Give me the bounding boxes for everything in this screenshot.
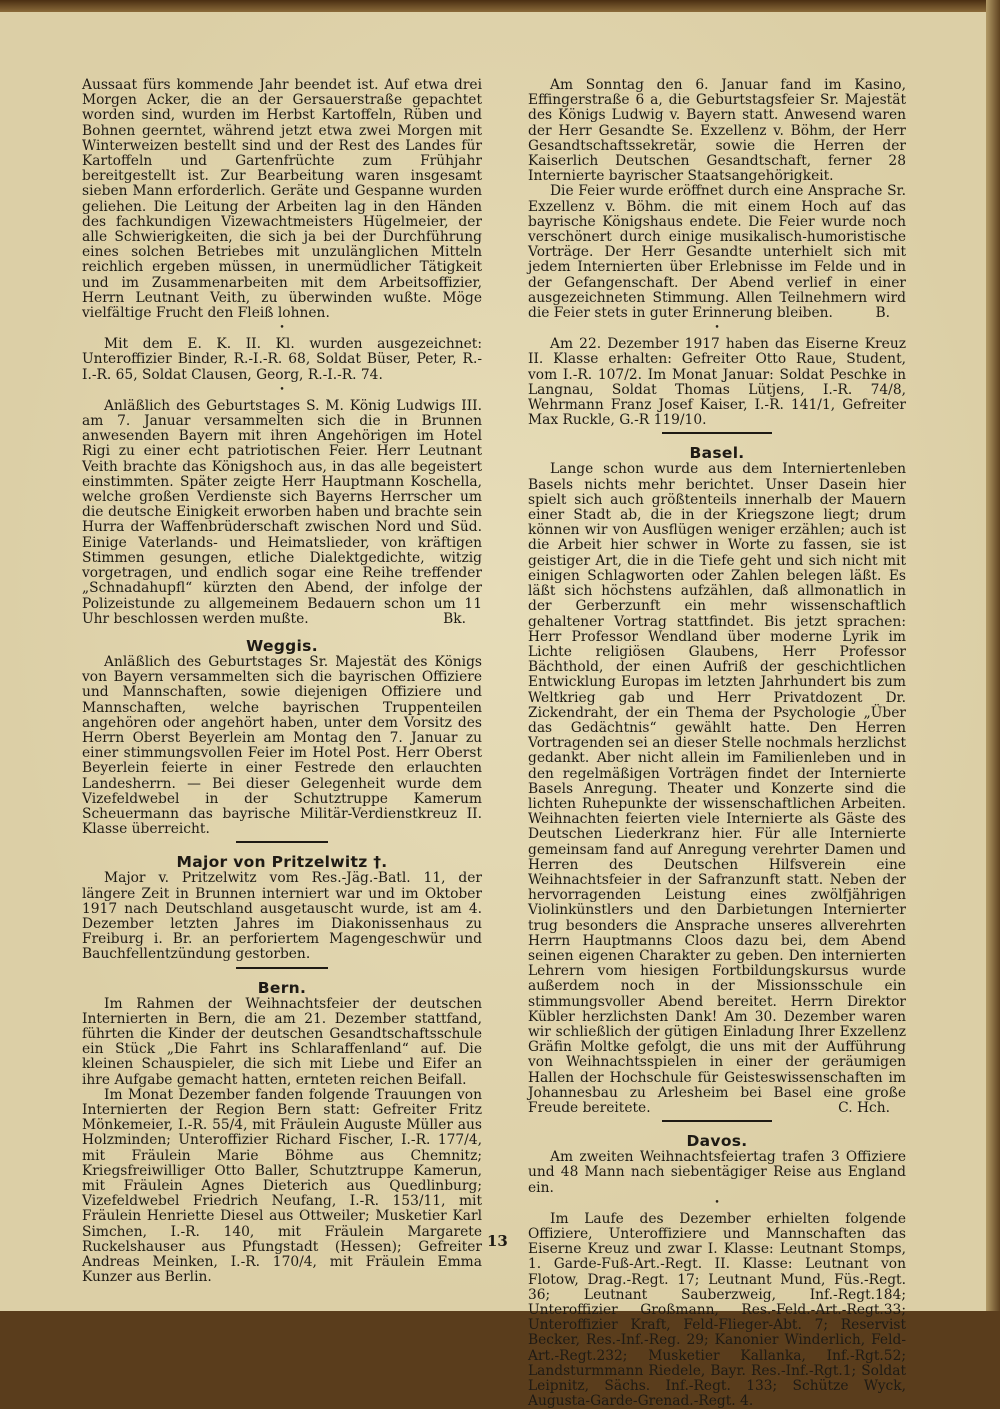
paragraph-koenig-ludwig: Anläßlich des Geburtstages S. M. König Ludwigs III. am 7. Januar versammelten sich die in Brunnen anwesenden Bayern mit ihren Angehörigen im Hotel Rigi zu einer echt patriotischen Feier. Herr Leutnant Veith brachte das Königshoch aus, in das alle begeistert einstimmten. Später zeigte Herr Hauptmann Koschella, welche großen Verdienste sich Bayerns Herrscher um die deutsche Einigkeit erworben haben und brachte sein Hurra der Waffenbrüderschaft zwischen Nord und Süd. Einige Vaterlands- und Heimatslieder, von kräftigen Stimmen gesungen, etliche Dialektgedichte, witzig vorgetragen, und endlich sogar eine Reihe treffender „Schnadahupfl“ kürzten den Abend, der infolge der Polizeistunde zu allgemeinem Bedauern schon um 11 Uhr beschlossen werden mußte. Bk.	[82, 397, 482, 627]
separator-dot: •	[714, 1197, 720, 1208]
signature: C. Hch.	[838, 1100, 890, 1116]
page-edge-top	[0, 0, 1000, 12]
right-column	[528, 78, 906, 1409]
paragraph-kasino: Am Sonntag den 6. Januar fand im Kasino, Effingerstraße 6 a, die Geburtstagsfeier Sr. Majestät des Königs Ludwig v. Bayern statt. Anwesend waren der Herr Gesandte Se. Exzellenz v. Böhm, der Herr Gesandtschaftssekretär, sowie die Herren der Kaiserlich Deutschen Gesandtschaft, ferner 28 Internierte bayrischer Staatsangehörigkeit.	[528, 77, 906, 185]
heading-bern: Bern.	[257, 978, 307, 997]
paragraph-pritzelwitz: Major v. Pritzelwitz vom Res.-Jäg.-Batl. 11, der längere Zeit in Brunnen interniert war und im Oktober 1917 nach Deutschland ausgetauscht wurde, ist am 4. Dezember letzten Jahres im Diakonissenhaus zu Freiburg i. Br. an perforiertem Magengeschwür und Bauchfellentzündung gestorben.	[82, 870, 482, 963]
section-rule	[236, 967, 328, 969]
paragraph-eisernes-kreuz: Am 22. Dezember 1917 haben das Eiserne Kreuz II. Klasse erhalten: Gefreiter Otto Raue, Student, vom I.-R. 107/2. Im Monat Januar: Soldat Peschke in Langnau, Soldat Thomas Lütjens, I.-R. 74/8, Wehrmann Franz Josef Kaiser, I.-R. 141/1, Gefreiter Max Ruckle, G.-R 119/10.	[528, 336, 906, 429]
left-column	[82, 78, 482, 1285]
heading-davos: Davos.	[686, 1132, 748, 1151]
paragraph-aussaat: Aussaat fürs kommende Jahr beendet ist. Auf etwa drei Morgen Acker, die an der Gersauerstraße gepachtet worden sind, wurden im Herbst Kartoffeln, Rüben und Bohnen geerntet, während jetzt etwa zwei Morgen mit Winterweizen bestellt sind und der Rest des Landes für Kartoffeln und Gartenfrüchte zum Frühjahr bereitgestellt ist. Zur Bearbeitung waren insgesamt sieben Mann erforderlich. Geräte und Gespanne wurden geliehen. Die Leitung der Arbeiten lag in den Händen des fachkundigen Vizewachtmeisters Hügelmeier, der alle Schwierigkeiten, die sich ja bei der Durchführung eines solchen Betriebes mit unzulänglichen Mitteln reichlich ergeben müssen, in unermüdlicher Tätigkeit und im Zusammenarbeiten mit dem Arbeitsoffizier, Herrn Leutnant Veith, zu überwinden wußte. Möge vielfältige Frucht den Fleiß lohnen.	[82, 77, 482, 322]
paragraph-bern-weihnacht: Im Rahmen der Weihnachtsfeier der deutschen Internierten in Bern, die am 21. Dezember stattfand, führten die Kinder der deutschen Gesandtschaftsschule ein Stück „Die Fahrt ins Schlaraffenland“ auf. Die kleinen Schauspieler, die sich mit Liebe und Eifer an ihre Aufgabe gemacht hatten, ernteten reichen Beifall.	[82, 995, 482, 1088]
separator-dot: •	[714, 323, 720, 334]
signature: B.	[875, 305, 890, 322]
paragraph-weggis: Anläßlich des Geburtstages Sr. Majestät des Königs von Bayern versammelten sich die bayrischen Offiziere und Mannschaften, sowie diejenigen Offiziere und Mannschaften, welche bayrischen Truppenteilen angehören oder angehört haben, unter dem Vorsitz des Herrn Oberst Beyerlein am Montag den 7. Januar zu einer stimmungsvollen Feier im Hotel Post. Herr Oberst Beyerlein feierte in einer Festrede den erlauchten Landesherrn. — Bei dieser Gelegenheit wurde dem Vizefeldwebel in der Schutztruppe Kamerum Scheuermann das bayrische Militär-Verdienstkreuz II. Klasse überreicht.	[82, 653, 482, 838]
separator-dot: •	[279, 384, 285, 395]
section-rule	[236, 841, 328, 843]
paragraph-basel: Lange schon wurde aus dem Interniertenleben Basels nichts mehr berichtet. Unser Dasein hier spielt sich auch größtenteils innerhalb der Mauern einer Stadt ab, die in der Kriegszone liegt; drum können wir von Ausflügen weniger erzählen; auch ist die Arbeit hier schwer in Worte zu fassen, sie ist geistiger Art, die in die Tiefe geht und sich nicht mit einigen Schlagworten oder Zahlen belegen läßt. Es läßt sich höchstens aufzählen, daß allmonatlich in der Gerberzunft ein mehr wissenschaftlich gehaltener Vortrag stattfindet. Bis jetzt sprachen: Herr Professor Wendland über moderne Lyrik im Lichte religiösen Glaubens, Herr Professor Bächthold, der einen Aufriß der geschichtlichen Entwicklung Europas im letzten Jahrhundert bis zum Weltkrieg gab und Herr Privatdozent Dr. Zickendraht, der ein Thema der Psychologie „Über das Gedächtnis“ gewählt hatte. Den Herren Vortragenden sei an dieser Stelle nochmals herzlichst gedankt. Aber nicht allein im Familienleben und in den regelmäßigen Vorträgen findet der Internierte Basels Anregung. Theater und Konzerte sind die lichten Ruhepunkte der wissenschaftlichen Arbeiten. Weihnachten feierten viele Internierte als Gäste des Deutschen Liederkranz hier. Für alle Internierte gemeinsam fand auf Anregung verehrter Damen und Herren des Deutschen Hilfsverein eine Weihnachtsfeier in der Safranzunft statt. Neben der hervorragenden Leistung eines zwölfjährigen Violinkünstlers und den Darbietungen Internierter trug besonders die Ansprache unseres allverehrten Herrn Hauptmanns Cloos dazu bei, dem Abend seinen eigenen Charakter zu geben. Den internierten Lehrern vom hiesigen Fortbildungskursus wurde außerdem noch in der Missionsschule ein stimmungsvoller Abend bereitet. Herrn Direktor Kübler herzlichsten Dank! Am 30. Dezember waren wir schließlich der gütigen Einladung Ihrer Exzellenz Gräfin Moltke gefolgt, die uns mit der Aufführung von Weihnachtsspielen in einer der geräumigen Hallen der Hochschule für Geisteswissenschaften im Johannesbau zu Arlesheim bei Basel eine große Freude bereitete. C. Hch.	[528, 461, 906, 1116]
section-rule	[662, 432, 772, 434]
paragraph-ek-brunnen: Mit dem E. K. II. Kl. wurden ausgezeichnet: Unteroffizier Binder, R.-I.-R. 68, Soldat Büser, Peter, R.-I.-R. 65, Soldat Clausen, Georg, R.-I.-R. 74.	[82, 336, 482, 383]
section-rule	[662, 1120, 772, 1122]
heading-major-pritzelwitz: Major von Pritzelwitz †.	[176, 853, 388, 872]
heading-basel: Basel.	[689, 444, 745, 463]
paragraph-bern-trauungen: Im Monat Dezember fanden folgende Trauungen von Internierten der Region Bern statt: Gefreiter Fritz Mönkemeier, I.-R. 55/4, mit Fräulein Auguste Müller aus Holzminden; Unteroffizier Richard Fischer, I.-R. 177/4, mit Fräulein Marie Böhme aus Chemnitz; Kriegsfreiwilliger Otto Baller, Schutztruppe Kamerun, mit Fräulein Agnes Dieterich aus Quedlinburg; Vizefeldwebel Friedrich Neufang, I.-R. 153/11, mit Fräulein Henriette Diesel aus Ottweiler; Musketier Karl Simchen, I.-R. 140, mit Fräulein Margarete Ruckelshauser aus Pfungstadt (Hessen); Gefreiter Andreas Meinken, I.-R. 170/4, mit Fräulein Emma Kunzer aus Berlin.	[82, 1086, 482, 1286]
separator-dot: •	[279, 323, 285, 334]
paragraph-davos-auszeichnungen: Im Laufe des Dezember erhielten folgende Offiziere, Unteroffiziere und Mannschaften das Eiserne Kreuz und zwar I. Klasse: Leutnant Stomps, 1. Garde-Fuß-Art.-Regt. II. Klasse: Leutnant von Flotow, Drag.-Regt. 17; Leutnant Mund, Füs.-Regt. 36; Leutnant Sauberzweig, Inf.-Regt.184; Unteroffizier Großmann, Res.-Feld.-Art.-Regt.33; Unteroffizier Kraft, Feld-Flieger-Abt. 7; Reservist Becker, Res.-Inf.-Reg. 29; Kanonier Winderlich, Feld-Art.-Regt.232; Musketier Kallanka, Inf.-Rgt.52; Landsturmmann Riedele, Bayr. Res.-Inf.-Rgt.1; Soldat Leipnitz, Sächs. Inf.-Regt. 133; Schütze Wyck, Augusta-Garde-Grenad.-Regt. 4.	[528, 1210, 906, 1409]
page-number: 13	[487, 1232, 508, 1250]
signature: Bk.	[443, 610, 466, 627]
paragraph-davos-ankunft: Am zweiten Weihnachtsfeiertag trafen 3 Offiziere und 48 Mann nach siebentägiger Reise aus England ein.	[528, 1149, 906, 1196]
page-edge-right	[986, 0, 1000, 1311]
paragraph-feier: Die Feier wurde eröffnet durch eine Ansprache Sr. Exzellenz v. Böhm. die mit einem Hoch auf das bayrische Königshaus endete. Die Feier wurde noch verschönert durch einige musikalisch-humoristische Vorträge. Der Herr Gesandte unterhielt sich mit jedem Internierten über Erlebnisse im Felde und in der Gefangenschaft. Der Abend verlief in einer ausgezeichneten Stimmung. Allen Teilnehmern wird die Feier stets in guter Erinnerung bleiben. B.	[528, 183, 906, 322]
heading-weggis: Weggis.	[246, 636, 318, 655]
